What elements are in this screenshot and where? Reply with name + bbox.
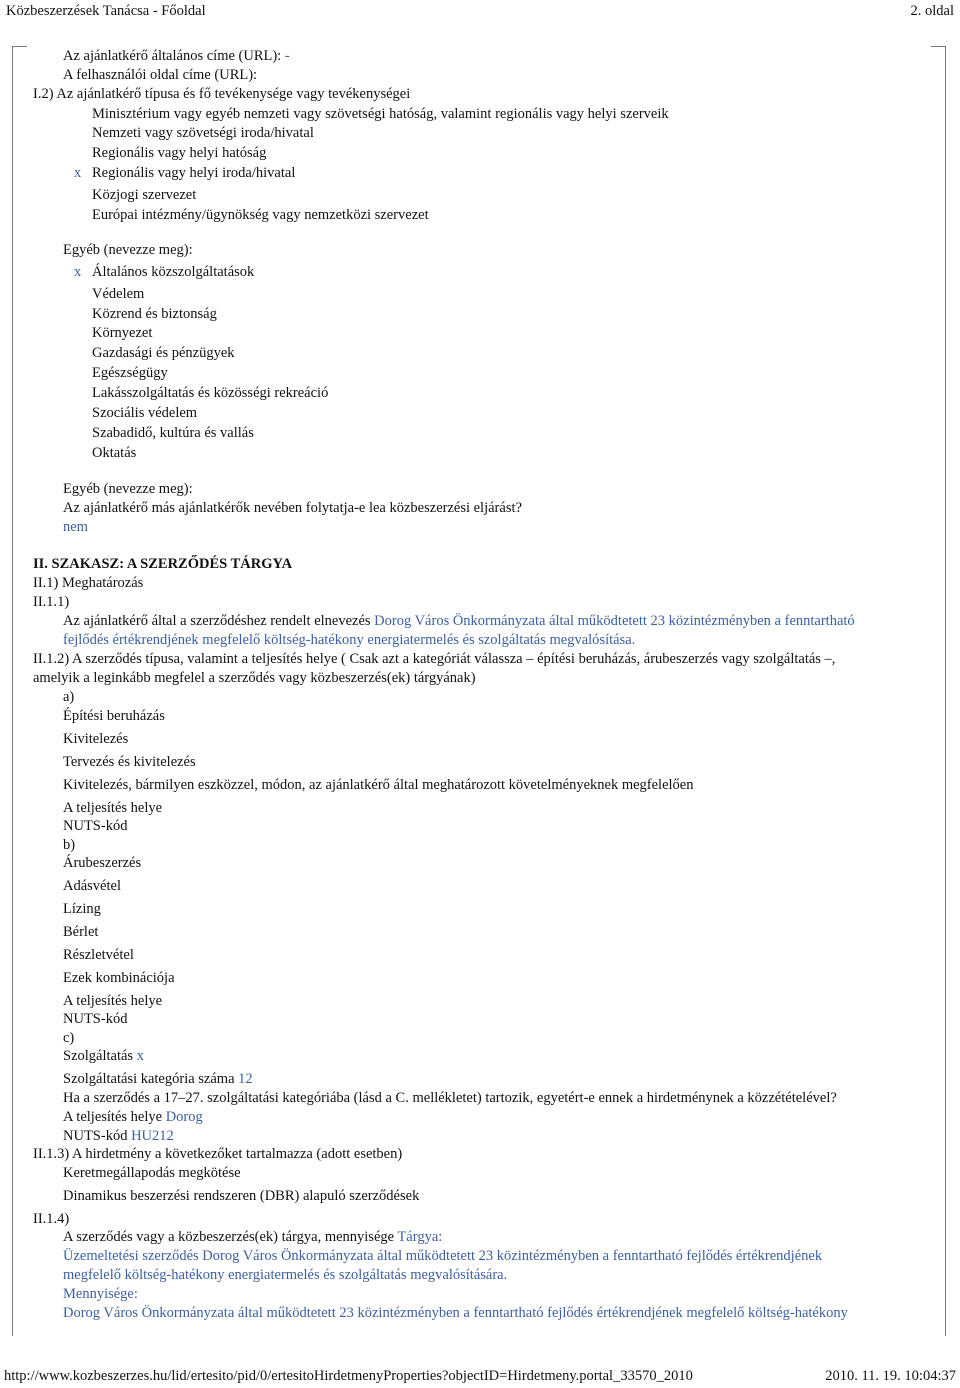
place-label-b: A teljesítés helye	[63, 993, 163, 1009]
place-value-c: Dorog	[165, 1109, 203, 1125]
ii12-heading-cont: amelyik a leginkább megfelel a szerződés vagy közbeszerzés(ek) tárgyának)	[33, 670, 476, 686]
general-url-value: -	[284, 48, 290, 64]
footer-timestamp: 2010. 11. 19. 10:04:37	[825, 1368, 956, 1384]
supplies-label: Árubeszerzés	[63, 855, 142, 871]
option-c: c)	[63, 1030, 75, 1046]
option-b: b)	[63, 837, 76, 853]
activity-item: Védelem	[92, 286, 145, 302]
nuts-label-c: NUTS-kód	[63, 1128, 128, 1144]
hire-label: Részletvétel	[63, 947, 134, 963]
activity-selected-mark: x	[74, 264, 82, 280]
subject-row	[63, 1229, 442, 1246]
ii11-label: Az ajánlatkérő által a szerződéshez rendelt elnevezés	[63, 613, 371, 629]
subject-label: Tárgya:	[397, 1229, 443, 1245]
leasing-label: Lízing	[63, 901, 101, 917]
section-ii-title: II. SZAKASZ: A SZERZŐDÉS TÁRGYA	[33, 556, 293, 572]
subject-text-cont: megfelelő költség-hatékony energiatermelés és szolgáltatás megvalósítására.	[63, 1267, 508, 1283]
ii11-heading: II.1.1)	[33, 594, 70, 610]
purchase-label: Adásvétel	[63, 878, 121, 894]
behalf-question: Az ajánlatkérő más ajánlatkérők nevében folytatja-e lea közbeszerzési eljárást?	[63, 500, 522, 516]
nuts-label-b: NUTS-kód	[63, 1011, 128, 1027]
category-value: 12	[238, 1071, 253, 1087]
category-question: Ha a szerződés a 17–27. szolgáltatási kategóriába (lásd a C. mellékletet) tartozik, egyetért-e ennek a hirdetménynek a közzétételével?	[63, 1090, 837, 1106]
dps-label: Dinamikus beszerzési rendszeren (DBR) alapuló szerződések	[63, 1188, 420, 1204]
activity-item-selected: Általános közszolgáltatások	[92, 264, 255, 280]
activity-item: Lakásszolgáltatás és közösségi rekreáció	[92, 385, 329, 401]
services-mark: x	[136, 1048, 144, 1064]
type-item: Minisztérium vagy egyéb nemzeti vagy szövetségi hatóság, valamint regionális vagy helyi szerveik	[92, 106, 669, 122]
ii14-heading: II.1.4)	[33, 1211, 70, 1227]
combination-label: Ezek kombinációja	[63, 970, 175, 986]
other-label: Egyéb (nevezze meg):	[63, 242, 193, 258]
activity-item: Közrend és biztonság	[92, 306, 217, 322]
place-label-c: A teljesítés helye	[63, 1109, 163, 1125]
type-selected-mark: x	[74, 165, 82, 181]
category-label: Szolgáltatási kategória száma	[63, 1071, 235, 1087]
works-label: Építési beruházás	[63, 708, 165, 724]
page-number: 2. oldal	[910, 3, 954, 19]
design-exec-label: Tervezés és kivitelezés	[63, 754, 196, 770]
services-label: Szolgáltatás	[63, 1048, 134, 1064]
general-url-row	[63, 48, 290, 65]
ii12-heading: II.1.2) A szerződés típusa, valamint a teljesítés helye ( Csak azt a kategóriát válassza – építési beruházás, árubeszerzés vagy szolgáltatás –,	[33, 651, 836, 667]
other-label-2: Egyéb (nevezze meg):	[63, 481, 193, 497]
rental-label: Bérlet	[63, 924, 99, 940]
ii11-value-cont: fejlődés értékrendjének megfelelő költség-hatékony energiatermelés és szolgáltatás megvalósítása.	[63, 632, 636, 648]
buyer-profile-label: A felhasználói oldal címe (URL):	[63, 67, 258, 83]
place-label-a: A teljesítés helye	[63, 800, 163, 816]
activity-item: Környezet	[92, 325, 153, 341]
ii13-heading: II.1.3) A hirdetmény a következőket tartalmazza (adott esetben)	[33, 1146, 403, 1162]
quantity-label: Mennyisége:	[63, 1286, 138, 1302]
type-item-selected: Regionális vagy helyi iroda/hivatal	[92, 165, 296, 181]
quantity-text: Dorog Város Önkormányzata által működtetett 23 közintézményben a fenntartható fejlődés értékrendjének megfelelő költség-hatékony	[63, 1305, 848, 1321]
activity-item: Egészségügy	[92, 365, 168, 381]
type-item: Nemzeti vagy szövetségi iroda/hivatal	[92, 125, 314, 141]
activity-item: Szabadidő, kultúra és vallás	[92, 425, 254, 441]
type-item: Regionális vagy helyi hatóság	[92, 145, 267, 161]
ii11-row	[63, 613, 855, 630]
footer-url: http://www.kozbeszerzes.hu/lid/ertesito/pid/0/ertesitoHirdetmenyProperties?objectID=Hirdetmeny.portal_33570_2010	[4, 1368, 693, 1384]
category-row	[63, 1071, 253, 1088]
place-row-c	[63, 1109, 203, 1126]
general-url-label: Az ajánlatkérő általános címe (URL):	[63, 48, 282, 64]
exec-any-label: Kivitelezés, bármilyen eszközzel, módon, az ajánlatkérő által meghatározott követelményeknek megfelelően	[63, 777, 694, 793]
ii1-heading: II.1) Meghatározás	[33, 575, 144, 591]
behalf-answer: nem	[63, 519, 88, 535]
nuts-label-a: NUTS-kód	[63, 818, 128, 834]
option-a: a)	[63, 689, 75, 705]
section-i2-heading: I.2) Az ajánlatkérő típusa és fő tevékenysége vagy tevékenységei	[33, 86, 411, 102]
ii14-label: A szerződés vagy a közbeszerzés(ek) tárgya, mennyisége	[63, 1229, 395, 1245]
activity-item: Szociális védelem	[92, 405, 198, 421]
header-title: Közbeszerzések Tanácsa - Főoldal	[6, 3, 206, 19]
activity-item: Gazdasági és pénzügyek	[92, 345, 235, 361]
type-item: Európai intézmény/ügynökség vagy nemzetközi szervezet	[92, 207, 429, 223]
activity-item: Oktatás	[92, 445, 137, 461]
framework-label: Keretmegállapodás megkötése	[63, 1165, 241, 1181]
execution-label: Kivitelezés	[63, 731, 129, 747]
subject-text: Üzemeltetési szerződés Dorog Város Önkormányzata által működtetett 23 közintézményben a fenntartható fejlődés értékrendjének	[63, 1248, 823, 1264]
type-item: Közjogi szervezet	[92, 187, 197, 203]
services-row	[63, 1048, 144, 1065]
nuts-row-c	[63, 1128, 174, 1145]
ii11-value: Dorog Város Önkormányzata által működtetett 23 közintézményben a fenntartható	[374, 613, 855, 629]
nuts-value-c: HU212	[131, 1128, 174, 1144]
